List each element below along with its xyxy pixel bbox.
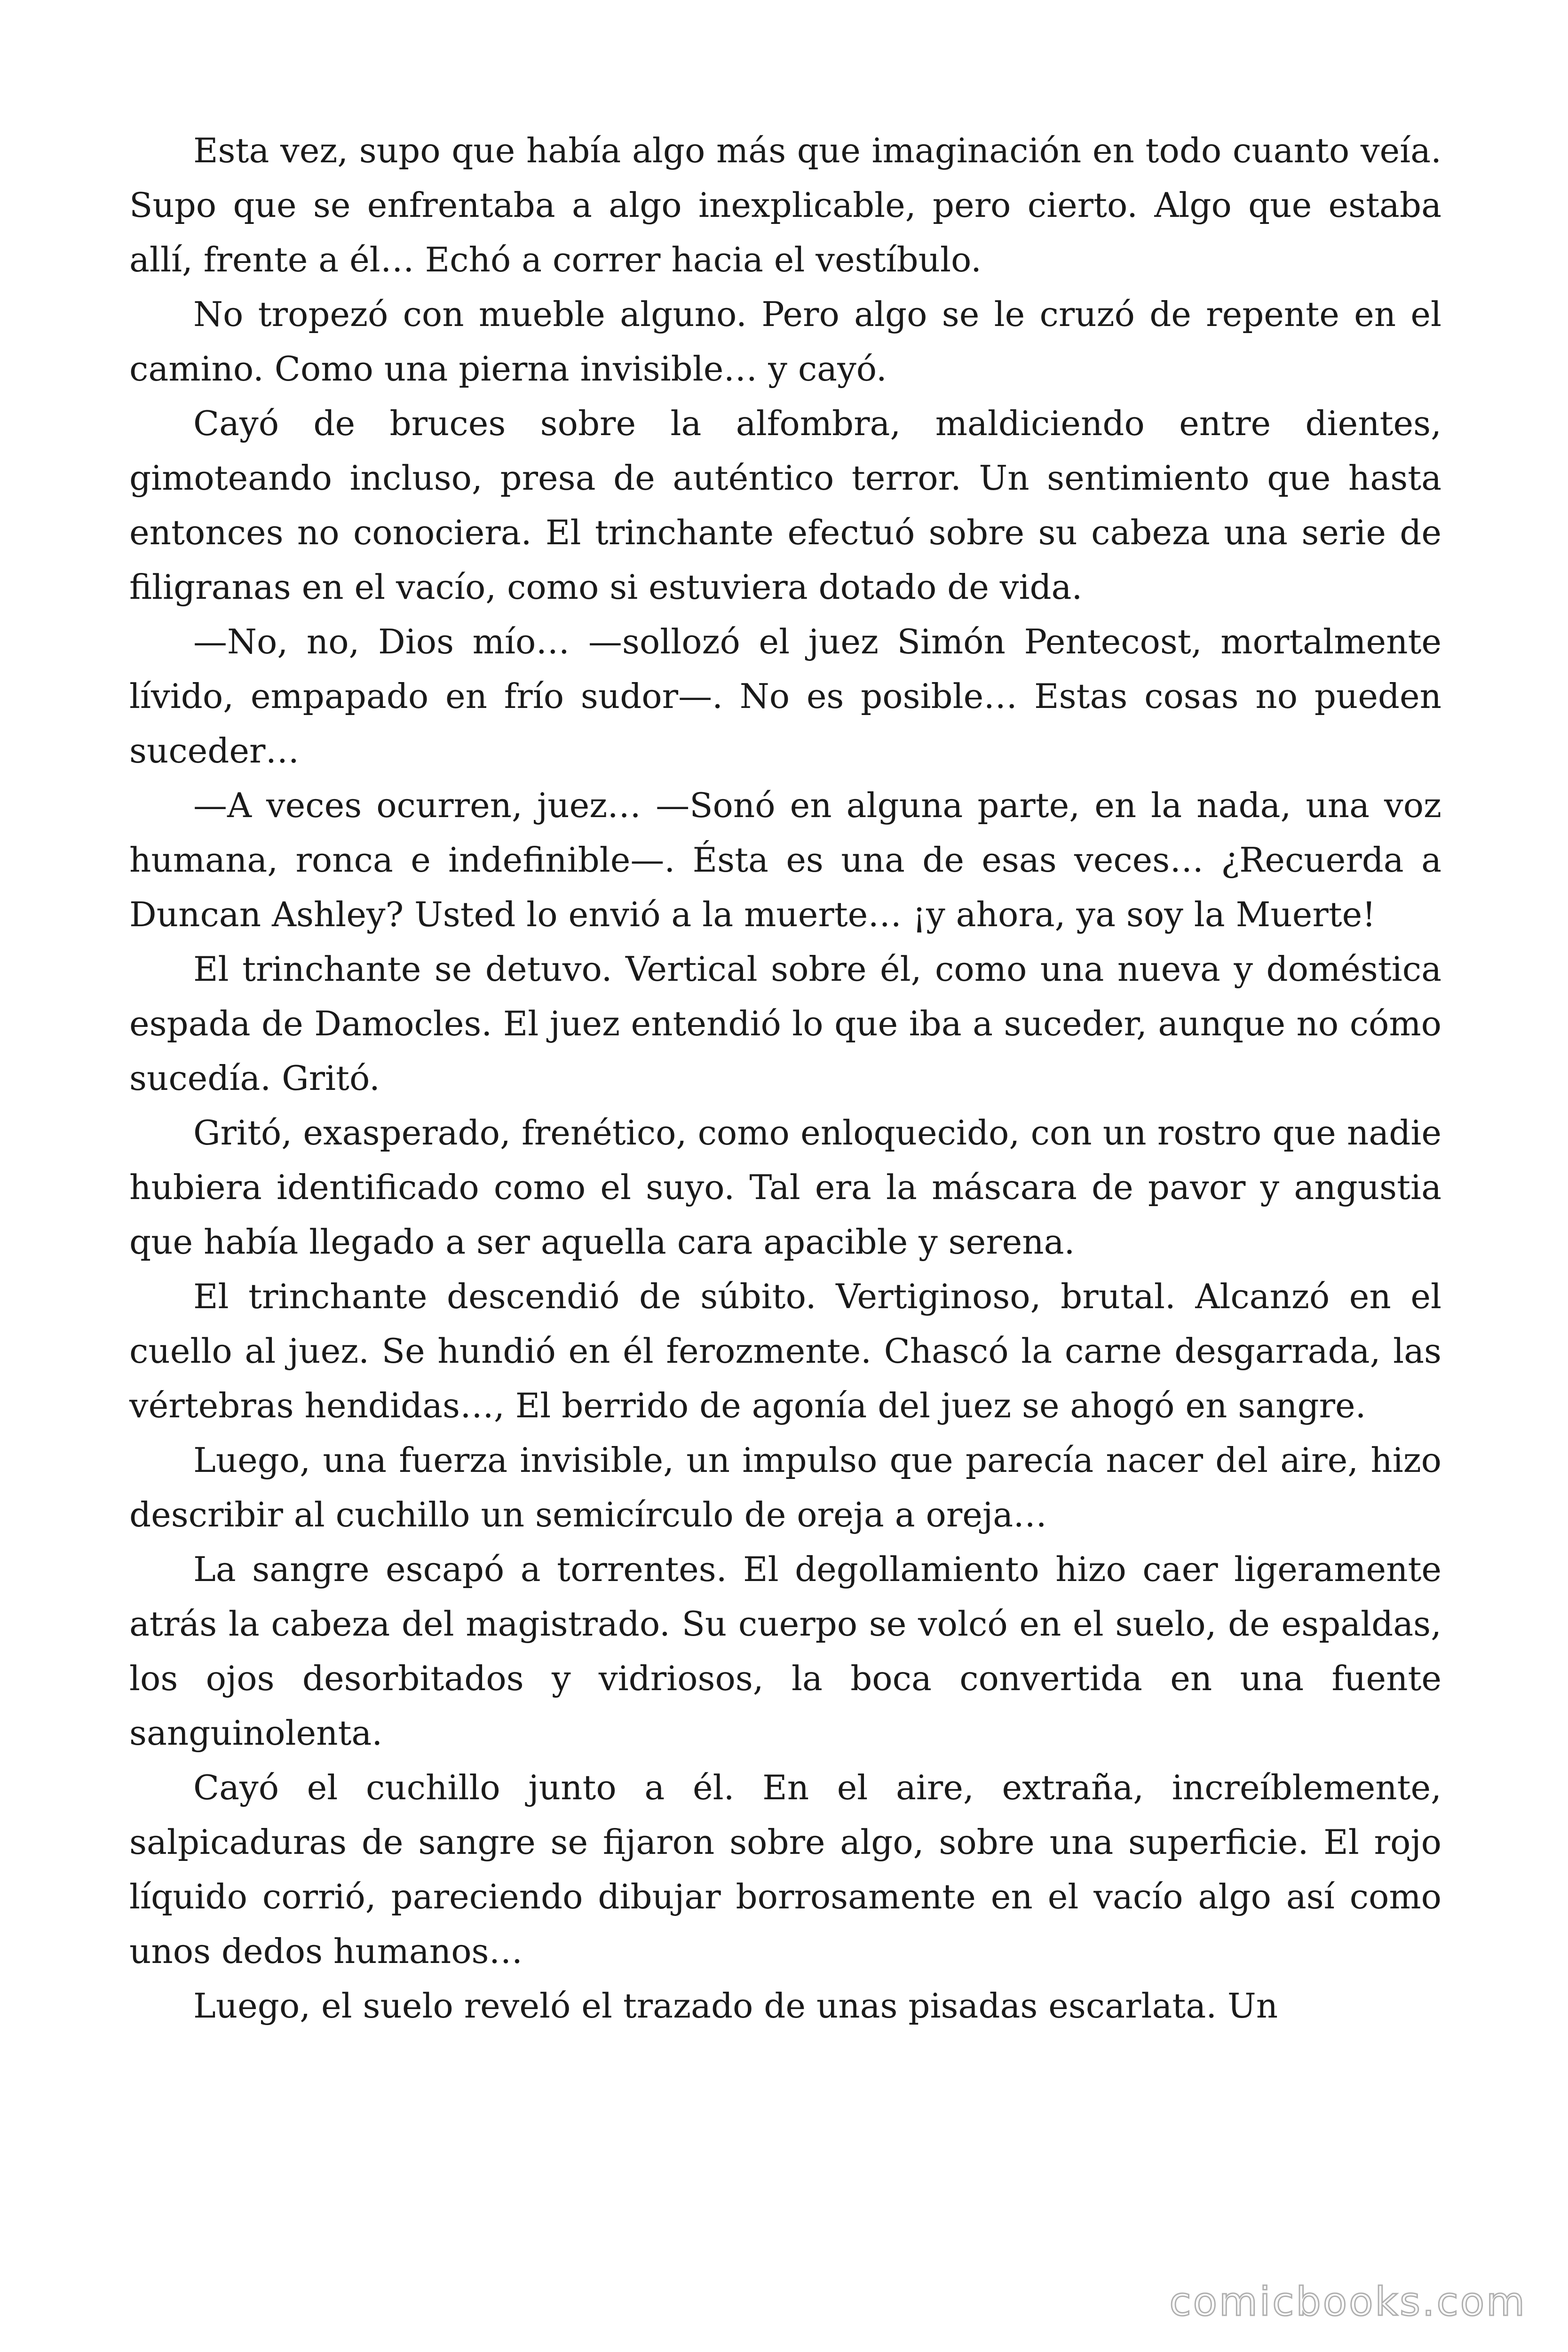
paragraph: La sangre escapó a torrentes. El degollamiento hizo caer ligeramente atrás la cabeza del magistrado. Su cuerpo se volcó en el suelo, de espaldas, los ojos desorbitados y vidriosos, la boca convertida en una fuente sanguinolenta. [129, 1549, 1441, 1753]
paragraph: Cayó de bruces sobre la alfombra, maldiciendo entre dientes, gimoteando incluso, presa de auténtico terror. Un sentimiento que hasta entonces no conociera. El trinchante efectuó sobre su cabeza una serie de filigranas en el vacío, como si estuviera dotado de vida. [129, 404, 1441, 607]
paragraph: Luego, el suelo reveló el trazado de unas pisadas escarlata. Un [193, 1986, 1278, 2026]
paragraph: No tropezó con mueble alguno. Pero algo se le cruzó de repente en el camino. Como una pierna invisible… y cayó. [129, 294, 1441, 389]
paragraph: —A veces ocurren, juez… —Sonó en alguna parte, en la nada, una voz humana, ronca e indefinible—. Ésta es una de esas veces… ¿Recuerda a Duncan Ashley? Usted lo envió a la muerte… ¡y ahora, ya soy la Muerte! [129, 786, 1441, 934]
paragraph: Gritó, exasperado, frenético, como enloquecido, con un rostro que nadie hubiera identificado como el suyo. Tal era la máscara de pavor y angustia que había llegado a ser aquella cara apacible y serena. [129, 1113, 1441, 1262]
paragraph: El trinchante descendió de súbito. Vertiginoso, brutal. Alcanzó en el cuello al juez. Se hundió en él ferozmente. Chascó la carne desgarrada, las vértebras hendidas…, El berrido de agonía del juez se ahogó en sangre. [129, 1277, 1441, 1425]
page-body-text [129, 123, 1441, 2033]
paragraph: Luego, una fuerza invisible, un impulso que parecía nacer del aire, hizo describir al cuchillo un semicírculo de oreja a oreja… [129, 1440, 1441, 1534]
paragraph: El trinchante se detuvo. Vertical sobre él, como una nueva y doméstica espada de Damocles. El juez entendió lo que iba a suceder, aunque no cómo sucedía. Gritó. [129, 949, 1441, 1098]
paragraph: Esta vez, supo que había algo más que imaginación en todo cuanto veía. Supo que se enfrentaba a algo inexplicable, pero cierto. Algo que estaba allí, frente a él… Echó a correr hacia el vestíbulo. [129, 131, 1441, 279]
paragraph: Cayó el cuchillo junto a él. En el aire, extraña, increíblemente, salpicaduras de sangre se fijaron sobre algo, sobre una superficie. El rojo líquido corrió, pareciendo dibujar borrosamente en el vacío algo así como unos dedos humanos… [129, 1768, 1441, 1971]
watermark: comicbooks.com [1169, 2279, 1527, 2325]
paragraph: —No, no, Dios mío… —sollozó el juez Simón Pentecost, mortalmente lívido, empapado en frío sudor—. No es posible… Estas cosas no pueden suceder… [129, 622, 1441, 771]
